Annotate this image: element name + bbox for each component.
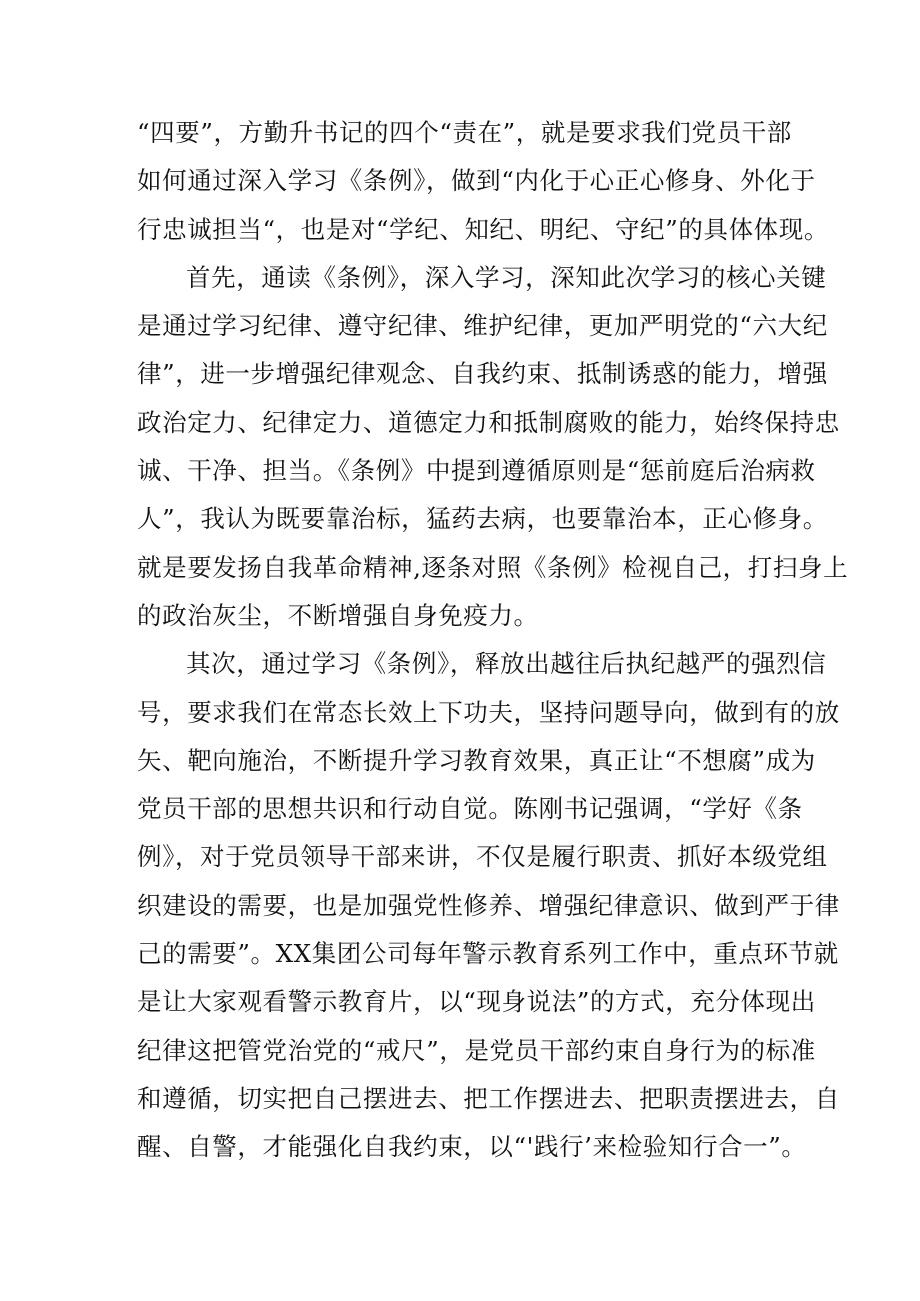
paragraph-start-line: 其次，通过学习《条例》，释放出越往后执纪越严的强烈信 <box>186 649 827 679</box>
text-line: 就是要发扬自我革命精神,逐条对照《条例》检视自己，打扫身上 <box>137 552 849 582</box>
text-line: 号，要求我们在常态长效上下功夫，坚持问题导向，做到有的放 <box>137 697 840 727</box>
text-line: 醒、自警，才能强化自我约束，以“'践行’来检验知行合一”。 <box>137 1132 807 1162</box>
text-line: 是通过学习纪律、遵守纪律、维护纪律，更加严明党的“六大纪 <box>137 311 828 341</box>
text-line: 诚、干净、担当。《条例》中提到遵循原则是“惩前庭后治病救 <box>137 456 816 486</box>
text-line: 的政治灰尘，不断增强自身免疫力。 <box>137 600 539 630</box>
body-text <box>137 109 849 1172</box>
text-line: 是让大家观看警示教育片，以“现身说法”的方式，充分体现出 <box>137 987 816 1017</box>
text-line: 政治定力、纪律定力、道德定力和抵制腐败的能力，始终保持忠 <box>137 407 840 437</box>
text-line: 纪律这把管党治党的“戒尺”，是党员干部约束自身行为的标准 <box>137 1035 816 1065</box>
text-line: “四要”，方勤升书记的四个“责在”，就是要求我们党员干部 <box>137 118 792 147</box>
text-line: 人”，我认为既要靠治标，猛药去病，也要靠治本，正心修身。 <box>137 504 828 534</box>
text-line: 和遵循，切实把自己摆进去、把工作摆进去、把职责摆进去，自 <box>137 1083 840 1113</box>
text-line: 织建设的需要，也是加强党性修养、增强纪律意识、做到严于律 <box>137 890 840 920</box>
text-line: 党员干部的思想共识和行动自觉。陈刚书记强调，“学好《条 <box>137 794 803 824</box>
text-line: 己的需要”。XX集团公司每年警示教育系列工作中，重点环节就 <box>137 939 839 969</box>
paragraph-start-line: 首先，通读《条例》，深入学习，深知此次学习的核心关键 <box>186 262 827 292</box>
text-line: 如何通过深入学习《条例》，做到“内化于心正心修身、外化于 <box>137 166 816 196</box>
text-line: 例》，对于党员领导干部来讲，不仅是履行职责、抓好本级党组 <box>137 842 828 872</box>
text-line: 律”，进一步增强纪律观念、自我约束、抵制诱惑的能力，增强 <box>137 359 828 389</box>
text-line: 矢、靶向施治，不断提升学习教育效果，真正让“不想腐”成为 <box>137 745 816 775</box>
text-line: 行忠诚担当“，也是对“学纪、知纪、明纪、守纪”的具体体现。 <box>137 214 829 244</box>
